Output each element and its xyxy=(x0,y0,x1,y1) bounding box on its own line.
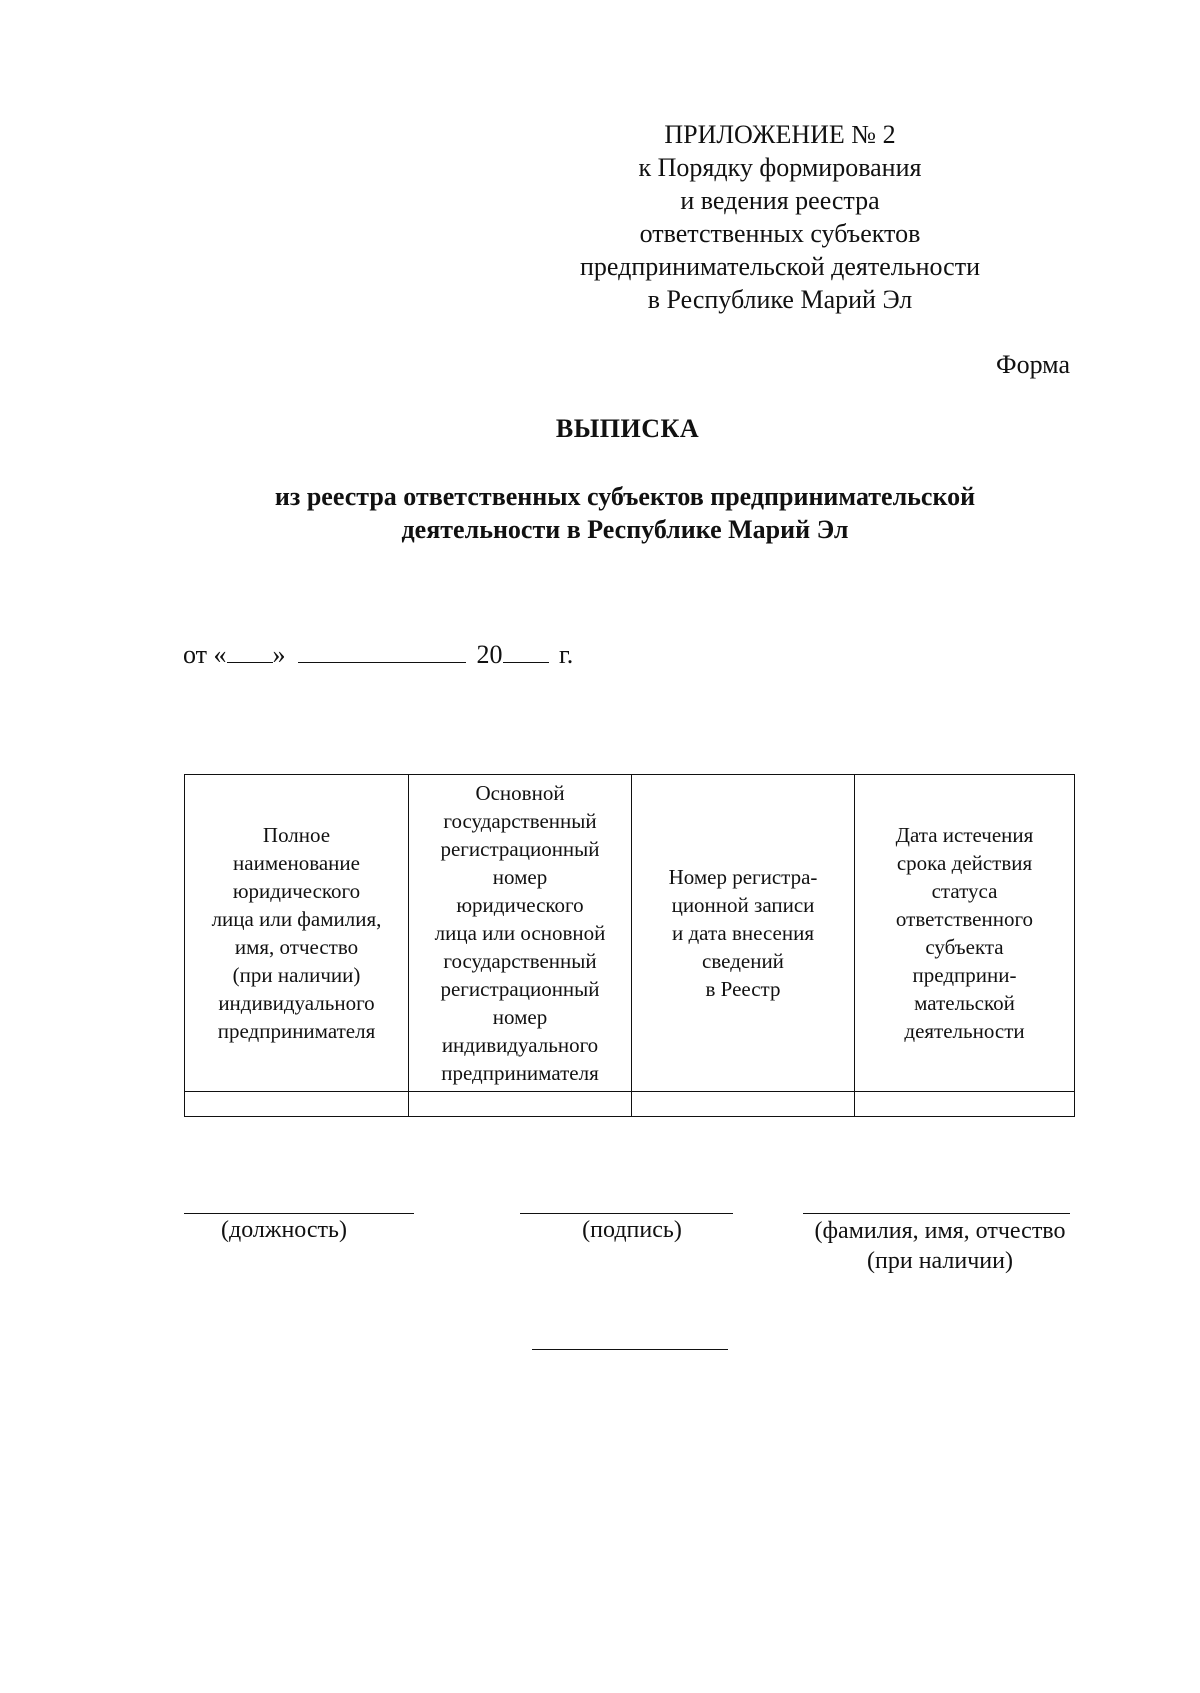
appendix-line: предпринимательской деятельности xyxy=(580,252,980,281)
header-line: юридического xyxy=(232,879,361,903)
table-header-row xyxy=(185,775,1075,1092)
header-line: Дата истечения xyxy=(895,823,1034,847)
appendix-line: и ведения реестра xyxy=(680,186,880,215)
appendix-line: к Порядку формирования xyxy=(638,153,922,182)
table-cell[interactable] xyxy=(185,1092,409,1117)
date-quote-close: » xyxy=(272,640,286,669)
document-subtitle xyxy=(180,480,1070,546)
subtitle-line: из реестра ответственных субъектов предпринимательской xyxy=(274,482,976,511)
header-line: предпринимателя xyxy=(441,1061,599,1085)
name-signature-line xyxy=(803,1213,1070,1214)
day-blank xyxy=(227,640,273,663)
position-caption: (должность) xyxy=(221,1217,347,1243)
header-line: юридического xyxy=(456,893,584,917)
table-cell[interactable] xyxy=(409,1092,632,1117)
header-line: регистрационный xyxy=(440,837,600,861)
header-line: номер xyxy=(492,1005,548,1029)
signature-caption: (подпись) xyxy=(582,1217,682,1243)
end-of-document-line xyxy=(532,1349,728,1350)
appendix-header xyxy=(560,118,1000,316)
header-line: субъекта xyxy=(925,935,1004,959)
header-registration-record xyxy=(632,775,855,1092)
header-line: государственный xyxy=(443,809,597,833)
header-line: мательской xyxy=(914,991,1015,1015)
header-line: номер xyxy=(492,865,548,889)
header-line: имя, отчество xyxy=(234,935,359,959)
header-line: статуса xyxy=(931,879,998,903)
name-caption-line: (фамилия, имя, отчество xyxy=(814,1218,1066,1244)
header-line: сведений xyxy=(702,949,784,973)
header-line: Основной xyxy=(475,781,565,805)
appendix-line: в Республике Марий Эл xyxy=(647,285,913,314)
header-line: Полное xyxy=(262,823,331,847)
header-full-name xyxy=(185,775,409,1092)
appendix-line: ПРИЛОЖЕНИЕ № 2 xyxy=(664,120,896,149)
header-line: наименование xyxy=(233,851,360,875)
signature-line xyxy=(520,1213,733,1214)
header-line: и дата внесения xyxy=(672,921,814,945)
year-blank xyxy=(503,640,549,663)
header-line: (при наличии) xyxy=(232,963,361,987)
header-line: регистрационный xyxy=(440,977,600,1001)
header-ogrn xyxy=(409,775,632,1092)
header-line: деятельности xyxy=(904,1019,1025,1043)
position-signature-line xyxy=(184,1213,414,1214)
year-century: 20 xyxy=(476,640,503,669)
header-line: ционной записи xyxy=(671,893,815,917)
header-line: лица или основной xyxy=(434,921,606,945)
header-line: государственный xyxy=(443,949,597,973)
date-prefix: от « xyxy=(183,640,227,669)
registry-extract-table xyxy=(184,774,1075,1117)
appendix-line: ответственных субъектов xyxy=(639,219,921,248)
header-line: Номер регистра- xyxy=(668,865,818,889)
header-line: предприни- xyxy=(912,963,1017,987)
header-line: предпринимателя xyxy=(217,1019,376,1043)
header-line: в Реестр xyxy=(705,977,781,1001)
header-line: лица или фамилия, xyxy=(211,907,382,931)
name-caption xyxy=(800,1216,1080,1276)
header-line: срока действия xyxy=(896,851,1033,875)
document-title: ВЫПИСКА xyxy=(555,414,700,443)
name-caption-line: (при наличии) xyxy=(867,1248,1013,1274)
year-suffix: г. xyxy=(559,640,574,669)
header-line: ответственного xyxy=(895,907,1034,931)
table-cell[interactable] xyxy=(632,1092,855,1117)
subtitle-line: деятельности в Республике Марий Эл xyxy=(401,515,849,544)
form-label: Форма xyxy=(996,350,1070,379)
header-line: индивидуального xyxy=(441,1033,599,1057)
table-cell[interactable] xyxy=(855,1092,1075,1117)
date-line xyxy=(183,640,573,670)
table-row xyxy=(185,1092,1075,1117)
header-line: индивидуального xyxy=(218,991,375,1015)
month-blank xyxy=(298,640,466,663)
header-status-expiry-date xyxy=(855,775,1075,1092)
